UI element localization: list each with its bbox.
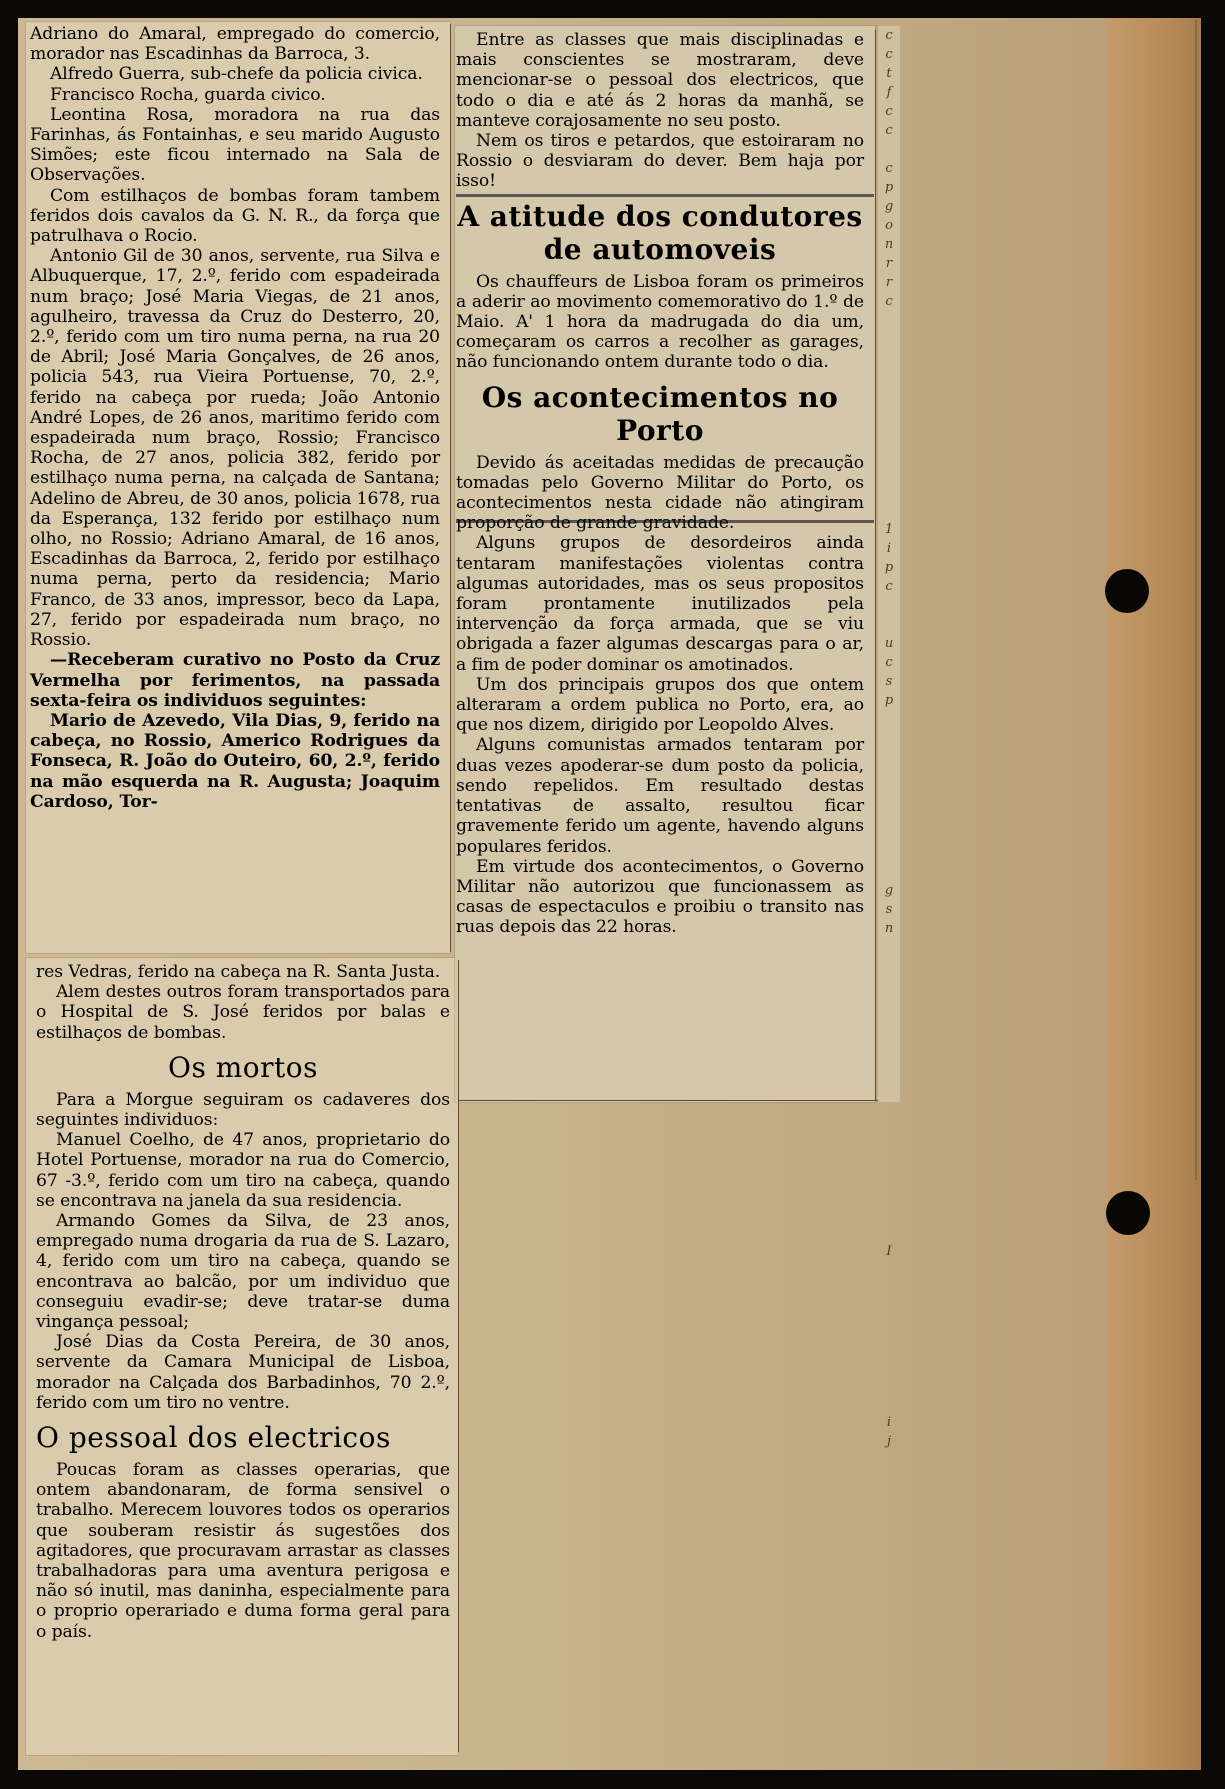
margin-letter (878, 311, 900, 330)
margin-letter: t (886, 66, 892, 81)
margin-letter (878, 824, 900, 843)
margin-letter (878, 1375, 900, 1394)
margin-letter: u (884, 636, 894, 651)
margin-letter: c (885, 104, 893, 119)
paragraph: —Receberam curativo no Posto da Cruz Vermelha por ferimentos, na passada sexta-feira os individuos seguintes: (30, 650, 440, 711)
margin-letter: n (884, 237, 894, 252)
margin-letter (878, 1318, 900, 1337)
margin-letter (878, 596, 900, 615)
paragraph: Mario de Azevedo, Vila Dias, 9, ferido na cabeça, no Rossio, Americo Rodrigues da Fonseca, R. João do Outeiro, 60, 2.º, ferido na mão esquerda na R. Augusta; Joaquim Cardoso, Tor- (30, 710, 440, 812)
paragraph: Com estilhaços de bombas foram tambem feridos dois cavalos da G. N. R., da força que patrulhava o Rocio. (30, 185, 440, 247)
margin-letter: r (885, 275, 893, 290)
margin-letter: 1 (884, 522, 894, 537)
margin-letter: s (885, 674, 893, 689)
paragraph: Antonio Gil de 30 anos, servente, rua Silva e Albuquerque, 17, 2.º, ferido com espadeirada num braço; José Maria Viegas, de 21 anos, agulheiro, travessa da Cruz do Desterro, 20, 2.º, ferido com um tiro numa perna, na rua 20 de Abril; José Maria Gonçalves, de 26 anos, policia 543, rua Vieira Portuense, 70, 2.º, ferido na cabeça por rueda; João Antonio André Lopes, de 26 anos, maritimo ferido com espadeirada num braço, Rossio; Francisco Rocha, de 27 anos, policia 382, ferido por estilhaço numa perna, na calçada de Santana; Adelino de Abreu, de 30 anos, policia 1678, rua da Esperança, 132 ferido por estilhaço num olho, no Rossio; Adriano Amaral, de 16 anos, Escadinhas da Barroca, 2, ferido por estilhaço numa perna, perto da residencia; Mario Franco, de 33 anos, impressor, beco da Lapa, 27, ferido por espadeirada num braço, no Rossio. (30, 246, 440, 651)
margin-letter (878, 843, 900, 862)
electricos-text (36, 1460, 450, 1642)
article-column-middle (456, 30, 864, 938)
margin-letter: i (886, 1415, 892, 1430)
paragraph: Poucas foram as classes operarias, que ontem abandonaram, de forma sensivel o trabalho. Merecem louvores todos os operarios que souberam resistir ás sugestões dos agitadores, que procuravam arrastar as classes trabalhadoras para uma aventura perigosa e não só inutil, mas daninha, especialmente para o proprio operariado e duma forma geral para o país. (36, 1460, 450, 1642)
injury-list (30, 24, 440, 812)
paragraph: Nem os tiros e petardos, que estoiraram no Rossio o desviaram do dever. Bem haja por isso! (456, 131, 864, 192)
margin-letter (878, 1090, 900, 1109)
margin-letter (878, 1394, 900, 1413)
margin-letter: p (884, 180, 894, 195)
margin-letter (878, 444, 900, 463)
margin-letter: p (884, 693, 894, 708)
margin-letter (878, 862, 900, 881)
paragraph: Francisco Rocha, guarda civico. (50, 84, 326, 105)
backing-sheet-edge (1105, 18, 1201, 1770)
margin-letter: i (886, 541, 892, 556)
continuation-text (36, 962, 450, 1043)
margin-letter (878, 1261, 900, 1280)
margin-letter (878, 368, 900, 387)
margin-letter (878, 1223, 900, 1242)
margin-letter: s (885, 902, 893, 917)
margin-letter (878, 1128, 900, 1147)
margin-letter (878, 349, 900, 368)
margin-letter (878, 1071, 900, 1090)
paragraph: Os chauffeurs de Lisboa foram os primeiros a aderir ao movimento comemorativo do 1.º de Maio. A' 1 hora da madrugada do dia um, começaram os carros a recolher as garages, não funcionando ontem durante todo o dia. (456, 271, 864, 373)
margin-letter (878, 140, 900, 159)
margin-letter: c (885, 294, 893, 309)
paragraph: Leontina Rosa, moradora na rua das Farinhas, ás Fontainhas, e seu marido Augusto Simões; este ficou internado na Sala de Observações. (30, 104, 440, 186)
margin-letter: c (885, 655, 893, 670)
margin-letter (878, 1185, 900, 1204)
margin-letter (878, 1052, 900, 1071)
margin-letter (878, 482, 900, 501)
margin-letter (878, 330, 900, 349)
margin-letter (878, 1109, 900, 1128)
paragraph: Alguns grupos de desordeiros ainda tentaram manifestações violentas contra algumas autoridades, mas os seus propositos foram prontamente inutilizados pela intervenção da força armada, que se viu obrigada a fazer algumas descargas para o ar, a fim de poder dominar os amotinados. (456, 533, 864, 675)
paragraph: Alem destes outros foram transportados para o Hospital de S. José feridos por balas e estilhaços de bombas. (36, 982, 450, 1043)
margin-letter (878, 1014, 900, 1033)
margin-letter (878, 425, 900, 444)
margin-letter (878, 938, 900, 957)
margin-letter (878, 786, 900, 805)
paragraph: Em virtude dos acontecimentos, o Governo Militar não autorizou que funcionassem as casas de espectaculos e proibiu o transito nas ruas depois das 22 horas. (456, 856, 864, 938)
mortos-text (36, 1090, 450, 1413)
margin-letter (878, 710, 900, 729)
paragraph: res Vedras, ferido na cabeça na R. Santa Justa. (36, 962, 441, 982)
porto-text (456, 453, 864, 938)
margin-letter (878, 1166, 900, 1185)
headline-condutores: A atitude dos condutores de automoveis (457, 199, 863, 266)
paragraph: Alguns comunistas armados tentaram por duas vezes apoderar-se dum posto da policia, sendo repelidos. Em resultado destas tentativas de assalto, resultou ficar gravemente ferido um agente, havendo alguns populares feridos. (456, 735, 864, 857)
margin-letter (878, 1204, 900, 1223)
margin-letter (878, 957, 900, 976)
margin-letter (878, 1033, 900, 1052)
headline-porto: Os acontecimentos no Porto (481, 380, 839, 447)
electricos-continuation (456, 30, 864, 192)
paragraph: Para a Morgue seguiram os cadaveres dos seguintes individuos: (36, 1089, 450, 1131)
column-rule-b (458, 960, 459, 1752)
margin-letter: c (885, 123, 893, 138)
paragraph: Adriano do Amaral, empregado do comercio, morador nas Escadinhas da Barroca, 3. (30, 24, 440, 65)
margin-letter: f (886, 85, 892, 100)
margin-letter: r (885, 256, 893, 271)
margin-letter (878, 729, 900, 748)
article-column-left-top (30, 24, 440, 812)
margin-letter (878, 615, 900, 634)
column-rule-c (875, 30, 876, 1100)
margin-letter (878, 387, 900, 406)
clipping-bottom-rule (458, 1100, 878, 1101)
margin-letter (878, 995, 900, 1014)
paragraph: Devido ás aceitadas medidas de precaução tomadas pelo Governo Militar do Porto, os acontecimentos nesta cidade não atingiram proporção de grande gravidade. (456, 452, 864, 534)
column-rule-a (450, 24, 451, 952)
paragraph: Alfredo Guerra, sub-chefe da policia civica. (50, 64, 423, 85)
headline-electricos: O pessoal dos electricos (36, 1421, 391, 1455)
margin-letter: o (885, 218, 893, 233)
margin-letter: g (884, 883, 894, 898)
margin-letter (878, 1356, 900, 1375)
margin-letter (878, 976, 900, 995)
margin-letter (878, 1337, 900, 1356)
fold-line (1195, 20, 1197, 1180)
article-column-left-bottom (36, 962, 450, 1642)
paragraph: José Dias da Costa Pereira, de 30 anos, servente da Camara Municipal de Lisboa, morador na Calçada dos Barbadinhos, 70 2.º, ferido com um tiro no ventre. (36, 1332, 450, 1413)
margin-letter: c (885, 161, 893, 176)
margin-letter: c (885, 28, 893, 43)
margin-strip (878, 26, 900, 1449)
margin-letter: n (884, 921, 894, 936)
punch-hole-bottom (1106, 1191, 1150, 1235)
margin-letter (878, 805, 900, 824)
margin-letter (878, 1299, 900, 1318)
margin-letter (878, 767, 900, 786)
margin-letter: g (884, 199, 894, 214)
margin-letter: j (886, 1434, 892, 1449)
paragraph: Armando Gomes da Silva, de 23 anos, empregado numa drogaria da rua de S. Lazaro, 4, ferido com um tiro na cabeça, quando se encontrava ao balcão, por um individuo que conseguiu evadir-se; deve tratar-se duma vingança pessoal; (36, 1211, 450, 1333)
margin-letter (878, 501, 900, 520)
punch-hole-top (1105, 569, 1149, 613)
paragraph: Um dos principais grupos dos que ontem alteraram a ordem publica no Porto, era, ao que nos dizem, dirigido por Leopoldo Alves. (456, 674, 864, 736)
margin-letter: c (885, 579, 893, 594)
headline-mortos: Os mortos (168, 1050, 318, 1084)
paragraph: Entre as classes que mais disciplinadas e mais conscientes se mostraram, deve mencionar-se o pessoal dos electricos, que todo o dia e até ás 2 horas da manhã, se manteve corajosamente no seu posto. (456, 30, 864, 131)
margin-letter: I (886, 1244, 892, 1259)
margin-letter (878, 1280, 900, 1299)
margin-letter (878, 1147, 900, 1166)
condutores-text (456, 272, 864, 373)
margin-letter (878, 463, 900, 482)
margin-letter (878, 406, 900, 425)
margin-letter: c (885, 47, 893, 62)
margin-letter (878, 748, 900, 767)
margin-letter: p (884, 560, 894, 575)
paragraph: Manuel Coelho, de 47 anos, proprietario do Hotel Portuense, morador na rua do Comercio, 67 -3.º, ferido com um tiro na cabeça, quando se encontrava na janela da sua residencia. (36, 1130, 450, 1211)
